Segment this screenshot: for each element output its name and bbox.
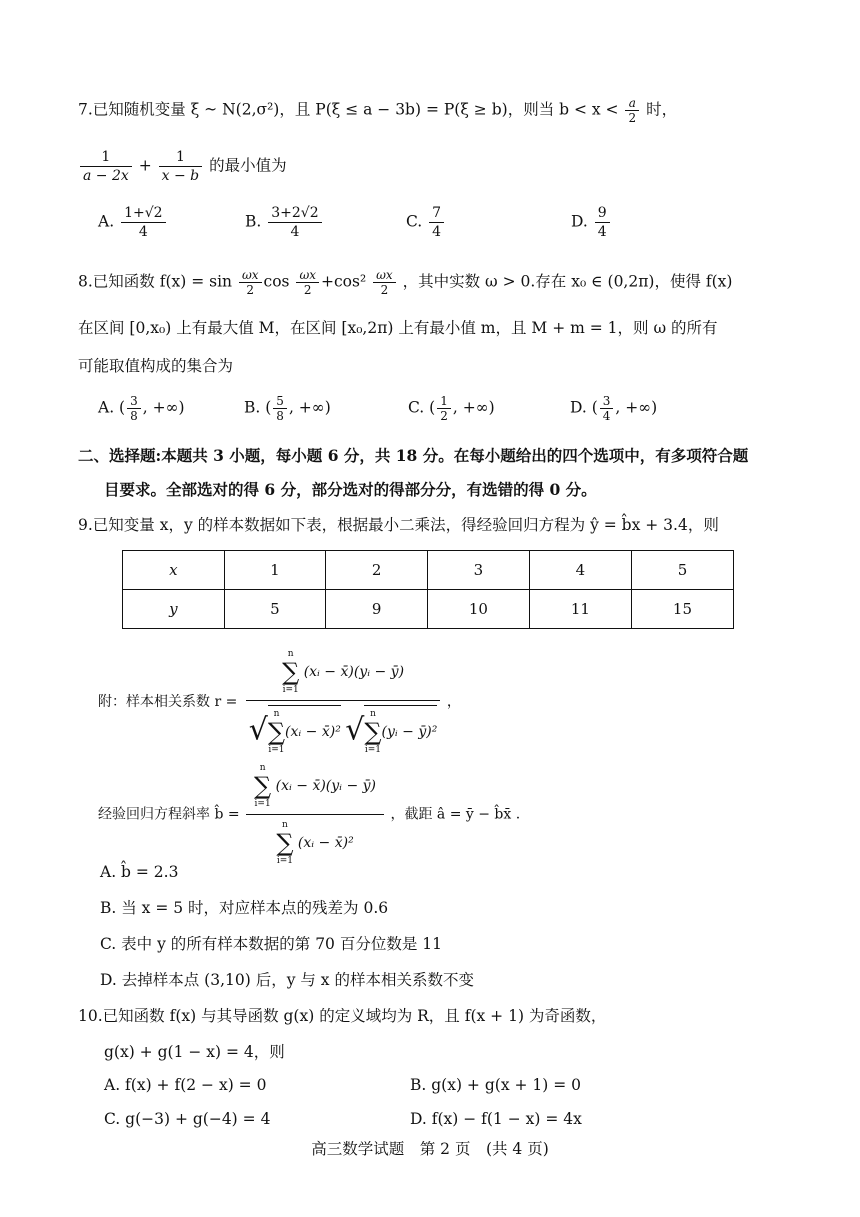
q8-cos: cos <box>263 272 290 291</box>
frac-num: 3 <box>600 394 614 409</box>
option-frac <box>273 394 287 423</box>
q7-frac-a-over-2 <box>625 96 639 125</box>
q8-option-c <box>408 394 495 423</box>
table-cell: 4 <box>529 551 631 590</box>
frac-num: 3 <box>127 394 141 409</box>
q9-option-d: D. 去掉样本点 (3,10) 后，y 与 x 的样本相关系数不变 <box>100 971 474 989</box>
frac-den: 4 <box>432 224 442 240</box>
sum-symbol <box>276 819 293 867</box>
table-cell: x <box>123 551 225 590</box>
intercept-text: ，截距 â = ȳ − b̂x̄ . <box>390 806 521 823</box>
q8-plus-cos2: +cos² <box>321 272 367 291</box>
sigma: ∑ <box>267 718 286 746</box>
table-cell: 15 <box>631 590 733 629</box>
formula-label: 附：样本相关系数 r = <box>98 694 238 710</box>
option-frac <box>429 204 444 241</box>
option-label: B. <box>245 212 262 231</box>
frac-num: 1+√2 <box>121 204 165 223</box>
numerator-expr: (xᵢ − x̄)(yᵢ − ȳ) <box>303 664 405 680</box>
page-footer: 高三数学试题 第 2 页 (共 4 页) <box>311 1140 549 1158</box>
frac-num: 9 <box>595 204 610 223</box>
sum-upper: n <box>287 649 294 659</box>
formula-denominator <box>246 815 384 867</box>
sum-lower: i=1 <box>364 745 382 755</box>
option-frac <box>437 394 451 423</box>
den-y-expr: (yᵢ − ȳ)² <box>381 724 438 740</box>
frac-den: 8 <box>130 409 138 423</box>
sum-lower: i=1 <box>268 745 285 755</box>
q7-stem <box>78 96 677 125</box>
frac-den: 4 <box>602 409 611 423</box>
correlation-fraction <box>246 648 441 756</box>
sigma: ∑ <box>254 772 272 800</box>
q7-option-d <box>571 204 612 241</box>
table-cell: y <box>123 590 225 629</box>
option-frac <box>600 394 614 423</box>
numerator-expr: (xᵢ − x̄)(yᵢ − ȳ) <box>275 778 376 794</box>
q7-option-b <box>245 204 324 241</box>
q10-stem-line2: g(x) + g(1 − x) = 4，则 <box>104 1043 285 1061</box>
option-frac <box>121 204 165 241</box>
option-frac <box>595 204 610 241</box>
frac-den: 2 <box>380 283 389 297</box>
option-label: C. <box>406 212 423 231</box>
frac-num: 3+2√2 <box>268 204 321 223</box>
table-cell: 9 <box>326 590 428 629</box>
q7-expression <box>78 148 287 185</box>
sum-symbol <box>364 708 381 756</box>
sum-symbol <box>254 762 271 810</box>
sqrt-x <box>268 705 341 756</box>
option-frac <box>268 204 321 241</box>
table-cell: 11 <box>529 590 631 629</box>
frac-num: 1 <box>159 148 203 167</box>
comma: ， <box>446 694 461 710</box>
frac-num: ωx <box>296 268 319 283</box>
sigma: ∑ <box>276 829 294 857</box>
q9-correlation-formula <box>98 648 461 756</box>
q10-option-c: C. g(−3) + g(−4) = 4 <box>104 1110 271 1128</box>
frac-den: 4 <box>290 224 300 240</box>
q7-expression-tail: 的最小值为 <box>209 156 287 175</box>
q10-option-a: A. f(x) + f(2 − x) = 0 <box>104 1076 267 1094</box>
section2-heading-line1: 二、选择题:本题共 3 小题，每小题 6 分，共 18 分。在每小题给出的四个选项中，有多项符合题 <box>78 446 749 465</box>
sqrt-icon: √ <box>345 712 365 748</box>
q9-stem: 9.已知变量 x，y 的样本数据如下表，根据最小二乘法，得经验回归方程为 ŷ = b̂x + 3.4，则 <box>78 516 719 534</box>
frac-den: 2 <box>246 283 255 297</box>
formula-label: 经验回归方程斜率 b̂ = <box>98 806 240 823</box>
den-x-expr: (xᵢ − x̄)² <box>285 724 341 740</box>
table-cell: 1 <box>224 551 326 590</box>
q10-option-b: B. g(x) + g(x + 1) = 0 <box>410 1076 582 1094</box>
option-frac <box>127 394 141 423</box>
q8-option-d <box>570 394 657 423</box>
q8-frac-wx-1 <box>239 268 262 297</box>
option-tail: , +∞) <box>615 398 658 417</box>
sum-symbol <box>282 648 299 696</box>
q9-option-a: A. b̂ = 2.3 <box>100 863 179 881</box>
table-row <box>123 590 734 629</box>
formula-numerator <box>246 648 441 701</box>
frac-den: 4 <box>138 224 148 240</box>
sum-upper: n <box>370 709 376 719</box>
option-label: D. <box>571 212 588 231</box>
q8-frac-wx-2 <box>296 268 319 297</box>
frac-den: 8 <box>276 409 284 423</box>
q7-option-a <box>98 204 168 241</box>
q9-slope-formula <box>98 762 520 867</box>
frac-num: ωx <box>373 268 396 283</box>
option-label: D. ( <box>570 398 598 417</box>
q7-stem-end: 时， <box>646 100 678 119</box>
plus-sign: + <box>138 156 152 175</box>
frac-den: 2 <box>303 283 312 297</box>
sum-upper: n <box>282 820 288 830</box>
q8-line2: 在区间 [0,x₀) 上有最大值 M，在区间 [x₀,2π) 上有最小值 m，且 M + m = 1，则 ω 的所有 <box>78 319 718 337</box>
table-cell: 5 <box>224 590 326 629</box>
sqrt-y <box>364 705 437 756</box>
table-row <box>123 551 734 590</box>
table-cell: 3 <box>427 551 529 590</box>
slope-fraction <box>246 762 384 867</box>
q8-line3: 可能取值构成的集合为 <box>78 357 234 375</box>
table-cell: 10 <box>427 590 529 629</box>
q8-stem <box>78 268 732 297</box>
option-label: A. <box>98 212 115 231</box>
table-cell: 5 <box>631 551 733 590</box>
frac-den: 2 <box>440 409 448 423</box>
sum-upper: n <box>273 709 280 719</box>
frac-den: 2 <box>628 111 637 125</box>
q8-stem-a: 8.已知函数 f(x) = sin <box>78 272 233 291</box>
q8-stem-b: ，其中实数 ω > 0.存在 x₀ ∈ (0,2π)，使得 f(x) <box>402 272 733 291</box>
sum-symbol <box>268 708 285 756</box>
sqrt-icon: √ <box>248 712 268 748</box>
formula-denominator <box>246 701 441 756</box>
frac-num: 5 <box>273 394 287 409</box>
frac-num: 1 <box>80 148 132 167</box>
q9-option-b: B. 当 x = 5 时，对应样本点的残差为 0.6 <box>100 899 389 917</box>
q10-stem-line1: 10.已知函数 f(x) 与其导函数 g(x) 的定义域均为 R，且 f(x + 1) 为奇函数， <box>78 1007 607 1025</box>
sum-lower: i=1 <box>254 799 271 809</box>
frac-num: 1 <box>437 394 451 409</box>
sigma: ∑ <box>282 658 300 686</box>
q8-option-b <box>244 394 331 423</box>
frac-den: x − b <box>161 168 200 184</box>
formula-numerator <box>246 762 384 815</box>
option-label: B. ( <box>244 398 272 417</box>
frac-den: 4 <box>597 224 607 240</box>
sum-upper: n <box>259 763 266 773</box>
option-tail: , +∞) <box>142 398 185 417</box>
option-label: C. ( <box>408 398 436 417</box>
sum-lower: i=1 <box>282 685 299 695</box>
q7-option-c <box>406 204 446 241</box>
den-x-expr: (xᵢ − x̄)² <box>297 835 354 851</box>
sum-lower: i=1 <box>276 856 293 866</box>
section2-heading-line2: 目要求。全部选对的得 6 分，部分选对的得部分分，有选错的得 0 分。 <box>104 480 597 499</box>
frac-den: a − 2x <box>83 168 129 184</box>
q9-option-c: C. 表中 y 的所有样本数据的第 70 百分位数是 11 <box>100 935 443 953</box>
frac-num: 7 <box>429 204 444 223</box>
q9-data-table <box>122 550 734 629</box>
frac-num: ωx <box>239 268 262 283</box>
q8-frac-wx-3 <box>373 268 396 297</box>
q7-frac-1 <box>80 148 132 185</box>
frac-num: a <box>625 96 639 111</box>
q10-option-d: D. f(x) − f(1 − x) = 4x <box>410 1110 582 1128</box>
option-tail: , +∞) <box>288 398 331 417</box>
option-tail: , +∞) <box>452 398 495 417</box>
table-cell: 2 <box>326 551 428 590</box>
q7-stem-text: 7.已知随机变量 ξ ~ N(2,σ²)，且 P(ξ ≤ a − 3b) = P(ξ ≥ b)，则当 b < x < <box>78 100 619 119</box>
sigma: ∑ <box>364 718 382 746</box>
q7-frac-2 <box>159 148 203 185</box>
option-label: A. ( <box>98 398 126 417</box>
q8-option-a <box>98 394 185 423</box>
